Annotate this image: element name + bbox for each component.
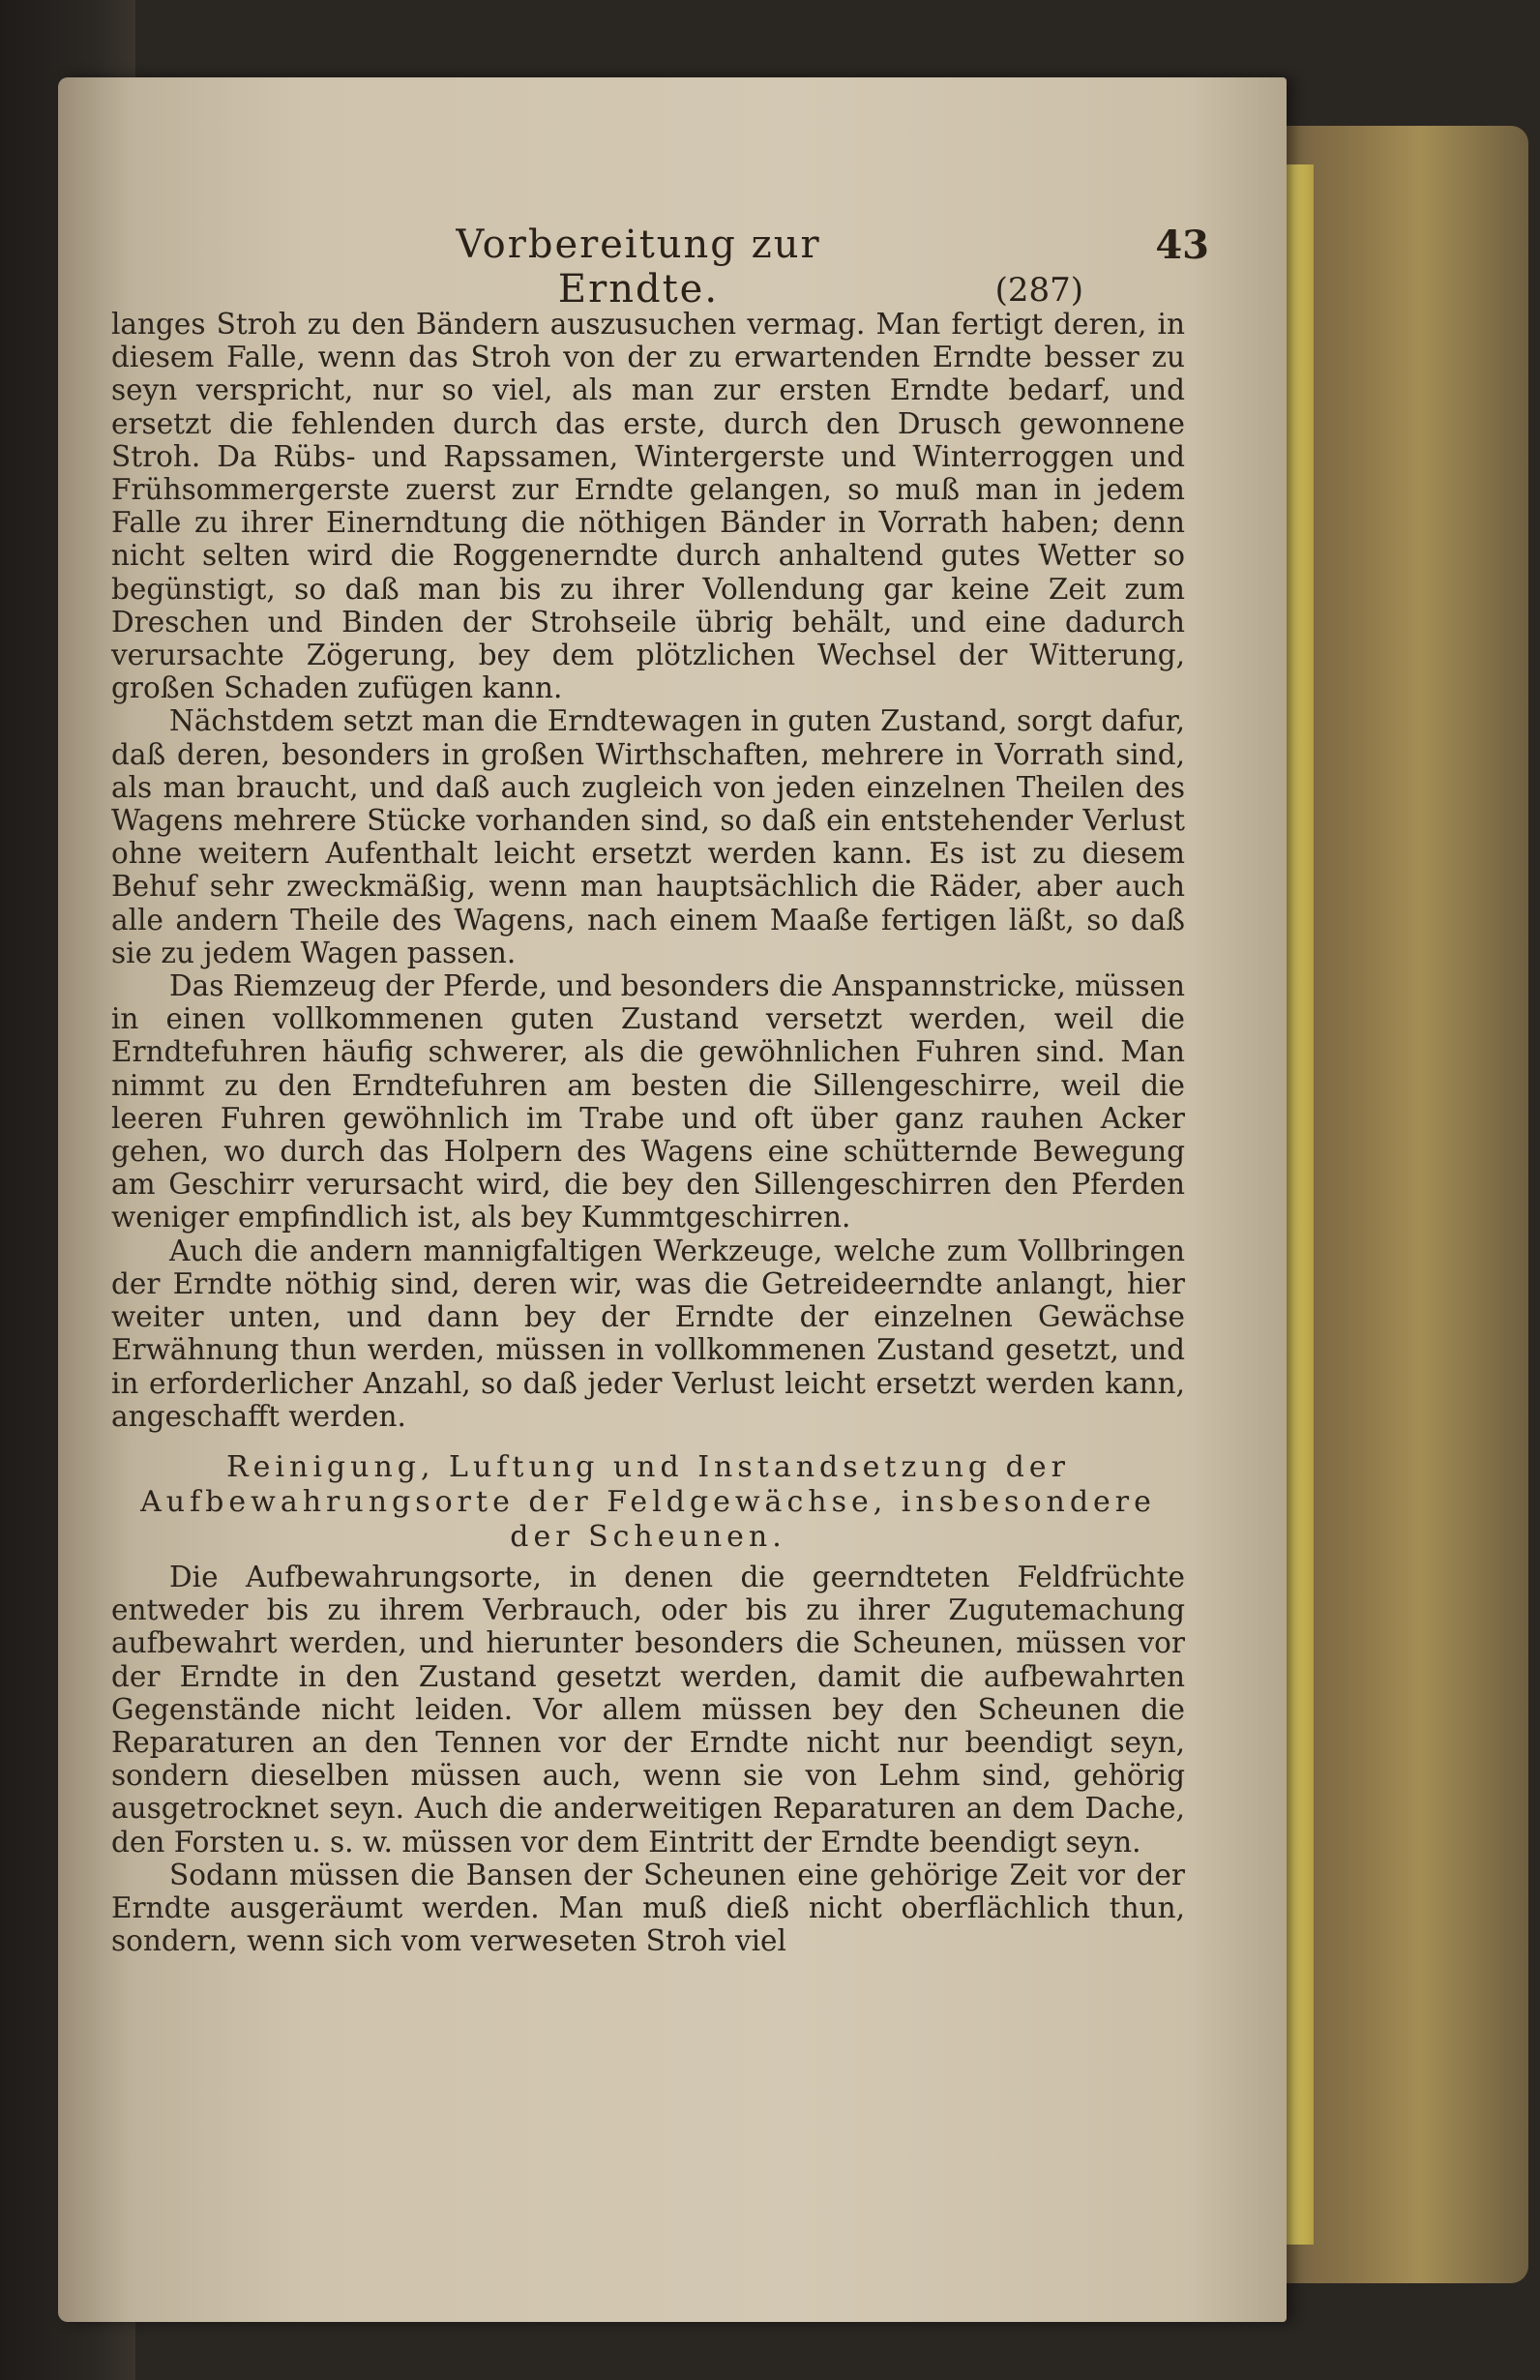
paragraph: Das Riemzeug der Pferde, und besonders die Anspannstricke, müssen in einen vollkommenen guten Zustand versetzt werden, weil die Erndtefuhren häufig schwerer, als die gewöhnlichen Fuhren sind. Man nimmt zu den Erndtefuhren am besten die Sillengeschirre, weil die leeren Fuhren gewöhnlich im Trabe und oft über ganz rauhen Acker gehen, wo durch das Holpern des Wagens eine schütternde Bewegung am Geschirr verursacht wird, die bey den Sillengeschirren den Pferden weniger empfindlich ist, als bey Kummtgeschirren. xyxy=(111,969,1185,1235)
body-text xyxy=(111,308,1185,1957)
paragraph: Auch die andern mannigfaltigen Werkzeuge, welche zum Vollbringen der Erndte nöthig sind, deren wir, was die Getreideerndte anlangt, hier weiter unten, und dann bey der Erndte der einzelnen Gewächse Erwähnung thun werden, müssen in vollkommenen Zustand gesetzt, und in erforderlicher Anzahl, so daß jeder Verlust leicht ersetzt werden kann, angeschafft werden. xyxy=(111,1234,1185,1433)
running-head: Vorbereitung zur Erndte. xyxy=(456,223,821,312)
paragraph: Nächstdem setzt man die Erndtewagen in guten Zustand, sorgt dafur, daß deren, besonders in großen Wirthschaften, mehrere in Vorrath sind, als man braucht, und daß auch zugleich von jeden einzelnen Theilen des Wagens mehrere Stücke vorhanden sind, so daß ein entstehender Verlust ohne weitern Aufenthalt leicht ersetzt werden kann. Es ist zu diesem Behuf sehr zweckmäßig, wenn man hauptsächlich die Räder, aber auch alle andern Theile des Wagens, nach einem Maaße fertigen läßt, so daß sie zu jedem Wagen passen. xyxy=(111,704,1185,969)
page-number: 43 xyxy=(1155,223,1209,268)
secondary-page-number: (287) xyxy=(994,271,1083,310)
section-heading: Reinigung, Luftung und Instandsetzung der Aufbewahrungsorte der Feldgewächse, insbesondere der Scheunen. xyxy=(140,1449,1156,1554)
paragraph: langes Stroh zu den Bändern auszusuchen vermag. Man fertigt deren, in diesem Falle, wenn das Stroh von der zu erwartenden Erndte besser zu seyn verspricht, nur so viel, als man zur ersten Erndte bedarf, und ersetzt die fehlenden durch das erste, durch den Drusch gewonnene Stroh. Da Rübs- und Rapssamen, Wintergerste und Winterroggen und Frühsommergerste zuerst zur Erndte gelangen, so muß man in jedem Falle zu ihrer Einerndtung die nöthigen Bänder in Vorrath haben; denn nicht selten wird die Roggenerndte durch anhaltend gutes Wetter so begünstigt, so daß man bis zu ihrer Vollendung gar keine Zeit zum Dreschen und Binden der Strohseile übrig behält, und eine dadurch verursachte Zögerung, bey dem plötzlichen Wechsel der Witterung, großen Schaden zufügen kann. xyxy=(111,308,1185,705)
paragraph: Sodann müssen die Bansen der Scheunen eine gehörige Zeit vor der Erndte ausgeräumt werden. Man muß dieß nicht oberflächlich thun, sondern, wenn sich vom verweseten Stroh viel xyxy=(111,1858,1185,1958)
book-page xyxy=(58,77,1287,2322)
paragraph: Die Aufbewahrungsorte, in denen die geerndteten Feldfrüchte entweder bis zu ihrem Verbrauch, oder bis zu ihrer Zugutemachung aufbewahrt werden, und hierunter besonders die Scheunen, müssen vor der Erndte in den Zustand gesetzt werden, damit die aufbewahrten Gegenstände nicht leiden. Vor allem müssen bey den Scheunen die Reparaturen an den Tennen vor der Erndte nicht nur beendigt seyn, sondern dieselben müssen auch, wenn sie von Lehm sind, gehörig ausgetrocknet seyn. Auch die anderweitigen Reparaturen an dem Dache, den Forsten u. s. w. müssen vor dem Eintritt der Erndte beendigt seyn. xyxy=(111,1560,1185,1859)
